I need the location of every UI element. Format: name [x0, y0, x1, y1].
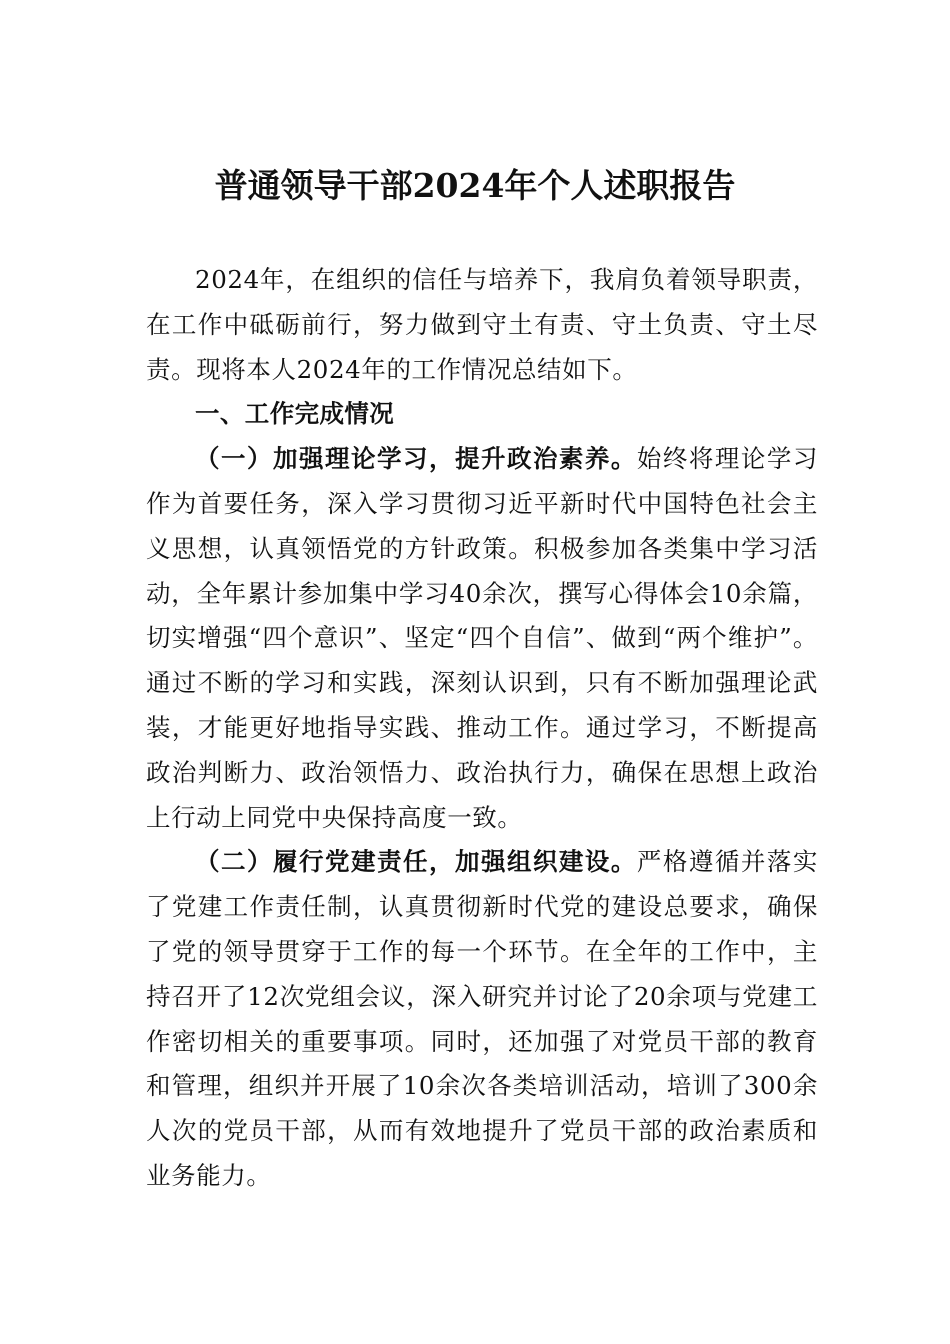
paragraph-text: 始终将理论学习作为首要任务，深入学习贯彻习近平新时代中国特色社会主义思想，认真领悟党的方针政策。积极参加各类集中学习活动，全年累计参加集中学习40余次，撰写心得体会10余篇，切实增强“四个意识”、坚定“四个自信”、做到“两个维护”。通过不断的学习和实践，深刻认识到，只有不断加强理论武装，才能更好地指导实践、推动工作。通过学习，不断提高政治判断力、政治领悟力、政治执行力，确保在思想上政治上行动上同党中央保持高度一致。: [146, 444, 818, 832]
paragraph-party-building: [146, 840, 818, 1198]
intro-paragraph: 2024年，在组织的信任与培养下，我肩负着领导职责，在工作中砥砺前行，努力做到守土有责、守土负责、守土尽责。现将本人2024年的工作情况总结如下。: [146, 265, 818, 384]
document-body: [146, 258, 818, 1199]
section-heading: 一、工作完成情况: [195, 399, 395, 429]
document-title: 普通领导干部2024年个人述职报告: [214, 166, 736, 205]
paragraph-text: 严格遵循并落实了党建工作责任制，认真贯彻新时代党的建设总要求，确保了党的领导贯穿于工作的每一个环节。在全年的工作中，主持召开了12次党组会议，深入研究并讨论了20余项与党建工作密切相关的重要事项。同时，还加强了对党员干部的教育和管理，组织并开展了10余次各类培训活动，培训了300余人次的党员干部，从而有效地提升了党员干部的政治素质和业务能力。: [146, 847, 818, 1190]
paragraph-lead: （一）加强理论学习，提升政治素养。: [195, 444, 637, 474]
paragraph-theory-study: [146, 437, 818, 840]
paragraph-lead: （二）履行党建责任，加强组织建设。: [195, 847, 637, 877]
